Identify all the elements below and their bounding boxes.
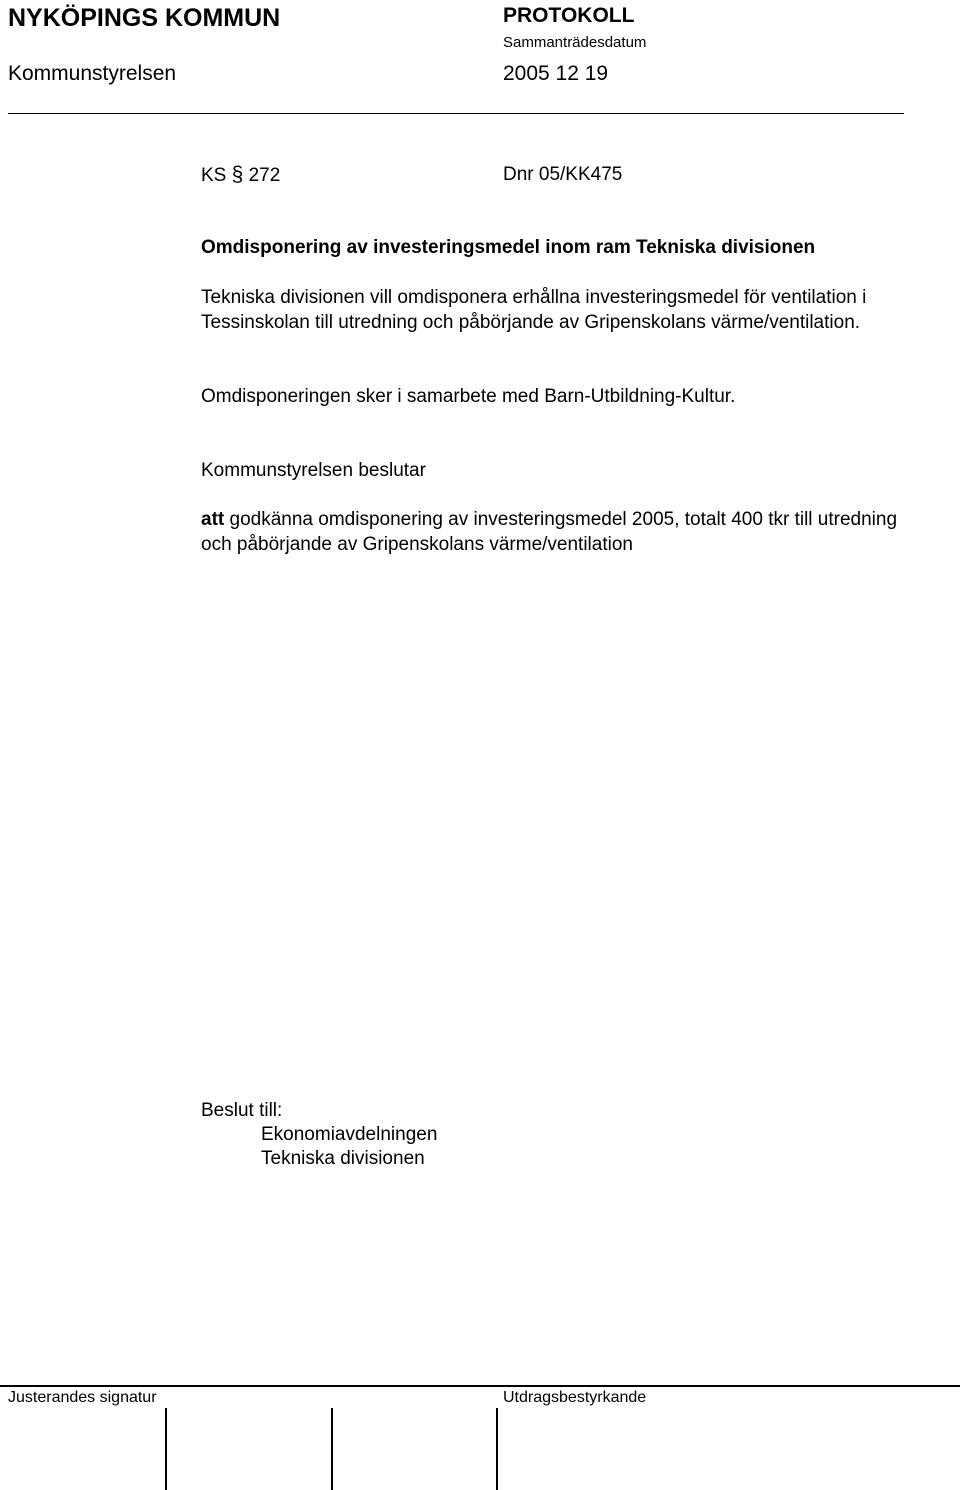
decision-heading: Kommunstyrelsen beslutar (201, 460, 426, 481)
distribution-recipient: Ekonomiavdelningen (261, 1124, 438, 1145)
meeting-date: 2005 12 19 (503, 62, 609, 85)
case-number (201, 162, 280, 188)
paragraph-background: Tekniska divisionen vill omdisponera erhållna investeringsmedel för ventilation i Tessinskolan till utredning och påbörjande av Gripenskolans värme/ventilation. (201, 287, 867, 333)
organization-name: NYKÖPINGS KOMMUN (8, 4, 281, 32)
signature-box-divider (496, 1408, 498, 1490)
decision-body: godkänna omdisponering av investeringsmedel 2005, totalt 400 tkr till utredning och påbörjande av Gripenskolans värme/ventilation (201, 509, 898, 555)
case-prefix: KS (201, 165, 227, 186)
footer-divider (0, 1385, 960, 1387)
signature-box-divider (165, 1408, 167, 1490)
signature-label: Justerandes signatur (8, 1389, 157, 1406)
extract-certification-label: Utdragsbestyrkande (503, 1389, 647, 1406)
distribution-recipient: Tekniska divisionen (261, 1148, 425, 1169)
decision-text (201, 507, 921, 557)
case-ks-number: 272 (248, 165, 281, 186)
paragraph-sign: § (231, 163, 244, 186)
decision-keyword: att (201, 509, 225, 530)
distribution-label: Beslut till: (201, 1100, 283, 1121)
document-type: PROTOKOLL (503, 4, 635, 27)
document-title: Omdisponering av investeringsmedel inom ram Tekniska divisionen (201, 237, 816, 258)
diary-number: Dnr 05/KK475 (503, 164, 623, 185)
meeting-date-label: Sammanträdesdatum (503, 34, 647, 51)
paragraph-cooperation: Omdisponeringen sker i samarbete med Barn-Utbildning-Kultur. (201, 386, 736, 407)
board-name: Kommunstyrelsen (8, 62, 177, 85)
signature-box-divider (331, 1408, 333, 1490)
header-divider (8, 113, 904, 114)
